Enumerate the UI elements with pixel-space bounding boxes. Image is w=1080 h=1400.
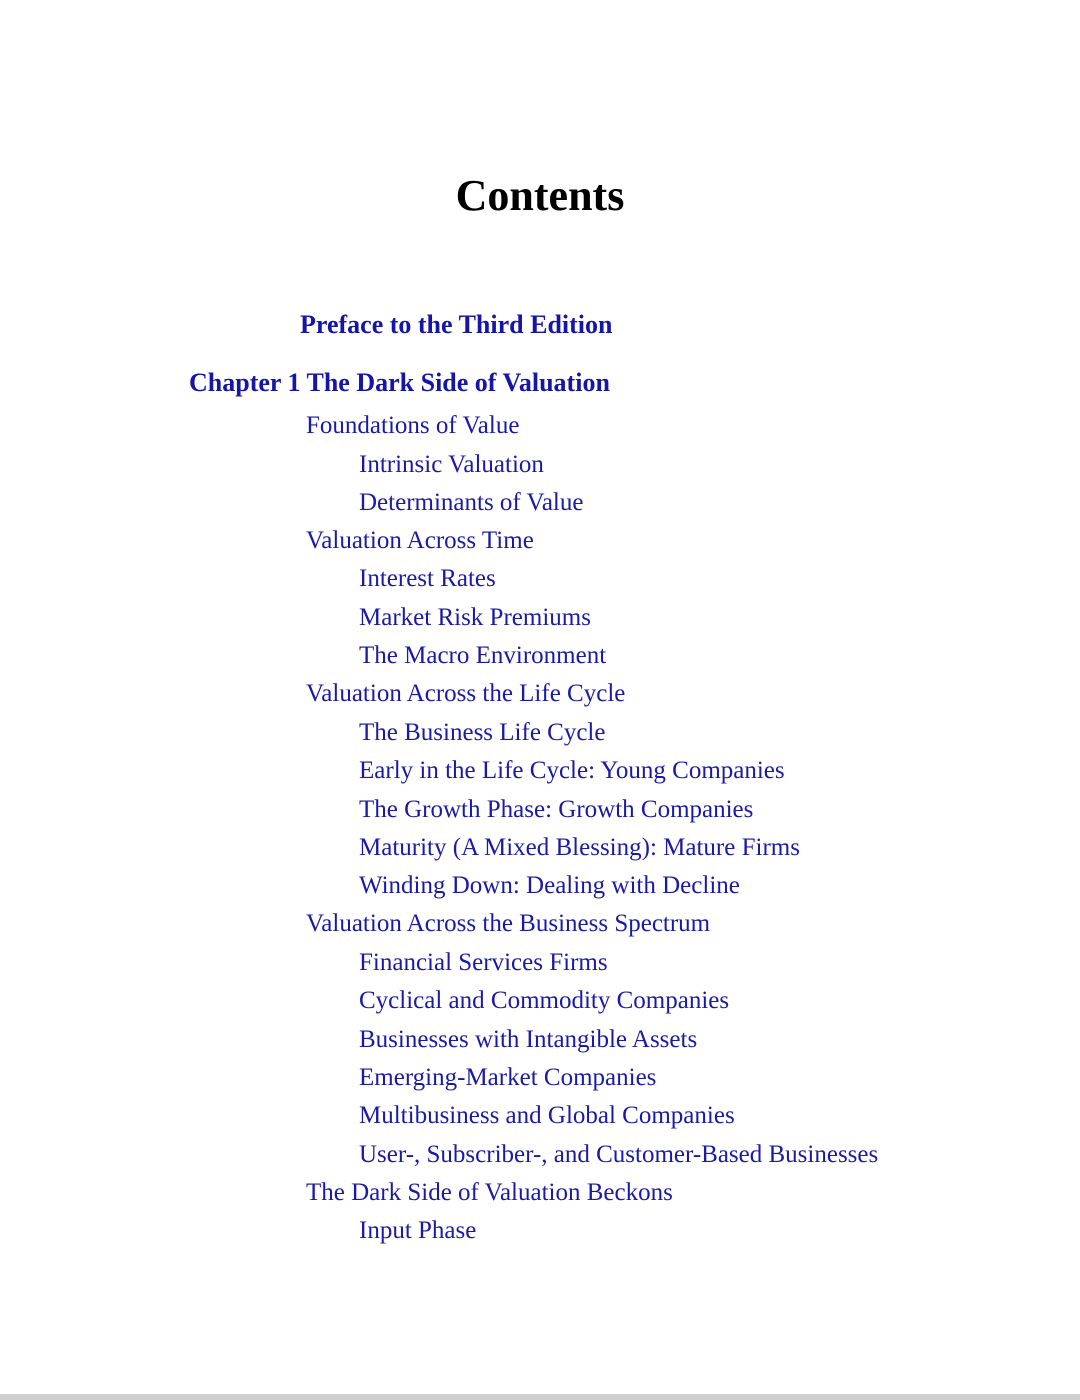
toc-link-interest-rates[interactable]: Interest Rates <box>359 565 496 592</box>
toc-link-financial-services-firms[interactable]: Financial Services Firms <box>359 949 608 976</box>
toc-link-input-phase[interactable]: Input Phase <box>359 1217 477 1244</box>
toc-link-young-companies[interactable]: Early in the Life Cycle: Young Companies <box>359 757 785 784</box>
toc-link-business-spectrum[interactable]: Valuation Across the Business Spectrum <box>306 910 711 937</box>
page-bottom-divider <box>0 1394 1080 1400</box>
toc-link-multibusiness-global[interactable]: Multibusiness and Global Companies <box>359 1102 735 1129</box>
toc-link-cyclical-commodity[interactable]: Cyclical and Commodity Companies <box>359 987 730 1014</box>
toc-link-valuation-across-time[interactable]: Valuation Across Time <box>306 527 534 554</box>
toc-link-intangible-assets[interactable]: Businesses with Intangible Assets <box>359 1026 698 1053</box>
toc-link-valuation-across-life-cycle[interactable]: Valuation Across the Life Cycle <box>306 680 626 707</box>
toc-link-chapter-1[interactable]: Chapter 1 The Dark Side of Valuation <box>189 368 610 397</box>
toc-link-emerging-market[interactable]: Emerging-Market Companies <box>359 1064 657 1091</box>
toc-link-mature-firms[interactable]: Maturity (A Mixed Blessing): Mature Firms <box>359 834 800 861</box>
toc-link-winding-down[interactable]: Winding Down: Dealing with Decline <box>359 872 740 899</box>
page-title: Contents <box>455 171 625 220</box>
toc-link-foundations-of-value[interactable]: Foundations of Value <box>306 412 520 439</box>
toc-link-determinants-of-value[interactable]: Determinants of Value <box>359 489 584 516</box>
toc-link-business-life-cycle[interactable]: The Business Life Cycle <box>359 719 606 746</box>
toc-link-macro-environment[interactable]: The Macro Environment <box>359 642 607 669</box>
toc-link-dark-side-beckons[interactable]: The Dark Side of Valuation Beckons <box>306 1179 673 1206</box>
toc-link-intrinsic-valuation[interactable]: Intrinsic Valuation <box>359 451 544 478</box>
toc-link-preface[interactable]: Preface to the Third Edition <box>300 310 613 339</box>
toc-link-customer-based[interactable]: User-, Subscriber-, and Customer-Based Businesses <box>359 1141 879 1168</box>
toc-link-growth-companies[interactable]: The Growth Phase: Growth Companies <box>359 796 754 823</box>
toc-link-market-risk-premiums[interactable]: Market Risk Premiums <box>359 604 591 631</box>
